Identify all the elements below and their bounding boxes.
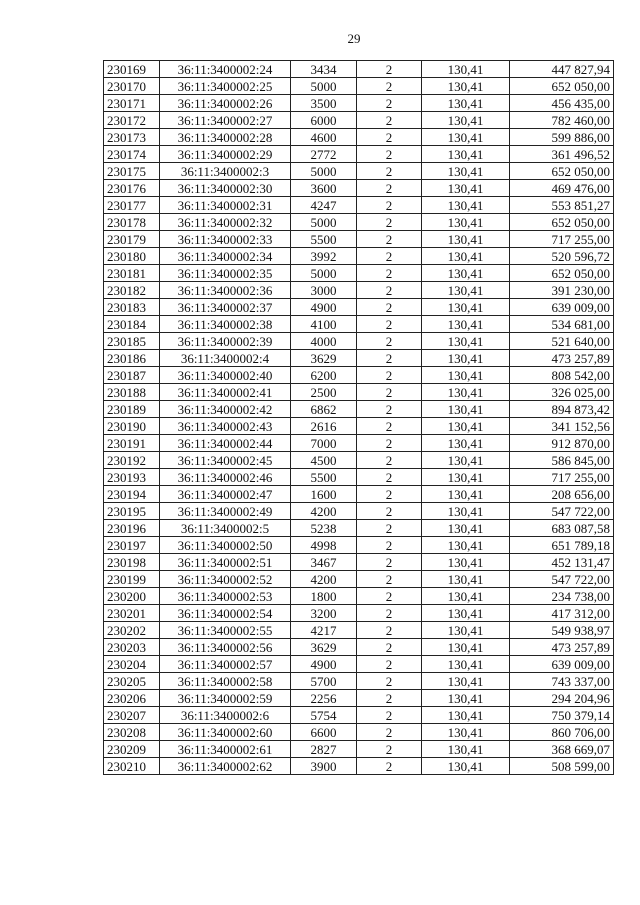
table-row: [104, 333, 614, 350]
category-cell: 2: [357, 673, 422, 690]
category-cell: 2: [357, 639, 422, 656]
amount-cell: 469 476,00: [510, 180, 614, 197]
rate-cell: 130,41: [422, 486, 510, 503]
amount-cell: 417 312,00: [510, 605, 614, 622]
amount-cell: 652 050,00: [510, 163, 614, 180]
area-cell: 3000: [291, 282, 357, 299]
amount-cell: 683 087,58: [510, 520, 614, 537]
amount-cell: 508 599,00: [510, 758, 614, 775]
rate-cell: 130,41: [422, 520, 510, 537]
area-cell: 6600: [291, 724, 357, 741]
amount-cell: 639 009,00: [510, 299, 614, 316]
record-id-cell: 230178: [104, 214, 160, 231]
table-row: [104, 452, 614, 469]
table-row: [104, 486, 614, 503]
category-cell: 2: [357, 741, 422, 758]
cadastral-number-cell: 36:11:3400002:35: [160, 265, 291, 282]
rate-cell: 130,41: [422, 231, 510, 248]
record-id-cell: 230199: [104, 571, 160, 588]
amount-cell: 743 337,00: [510, 673, 614, 690]
area-cell: 2827: [291, 741, 357, 758]
cadastral-number-cell: 36:11:3400002:27: [160, 112, 291, 129]
amount-cell: 651 789,18: [510, 537, 614, 554]
table-row: [104, 503, 614, 520]
category-cell: 2: [357, 350, 422, 367]
record-id-cell: 230193: [104, 469, 160, 486]
category-cell: 2: [357, 95, 422, 112]
record-id-cell: 230198: [104, 554, 160, 571]
record-id-cell: 230177: [104, 197, 160, 214]
area-cell: 3434: [291, 61, 357, 78]
cadastral-number-cell: 36:11:3400002:52: [160, 571, 291, 588]
area-cell: 5500: [291, 231, 357, 248]
amount-cell: 717 255,00: [510, 469, 614, 486]
record-id-cell: 230185: [104, 333, 160, 350]
amount-cell: 553 851,27: [510, 197, 614, 214]
cadastral-number-cell: 36:11:3400002:53: [160, 588, 291, 605]
rate-cell: 130,41: [422, 537, 510, 554]
table-row: [104, 95, 614, 112]
cadastral-number-cell: 36:11:3400002:24: [160, 61, 291, 78]
table-row: [104, 571, 614, 588]
area-cell: 5754: [291, 707, 357, 724]
rate-cell: 130,41: [422, 61, 510, 78]
cadastral-number-cell: 36:11:3400002:6: [160, 707, 291, 724]
cadastral-number-cell: 36:11:3400002:37: [160, 299, 291, 316]
category-cell: 2: [357, 758, 422, 775]
area-cell: 2772: [291, 146, 357, 163]
table-row: [104, 129, 614, 146]
cadastral-number-cell: 36:11:3400002:36: [160, 282, 291, 299]
rate-cell: 130,41: [422, 265, 510, 282]
record-id-cell: 230180: [104, 248, 160, 265]
amount-cell: 639 009,00: [510, 656, 614, 673]
rate-cell: 130,41: [422, 435, 510, 452]
record-id-cell: 230191: [104, 435, 160, 452]
rate-cell: 130,41: [422, 639, 510, 656]
cadastral-number-cell: 36:11:3400002:62: [160, 758, 291, 775]
category-cell: 2: [357, 265, 422, 282]
area-cell: 6862: [291, 401, 357, 418]
table-row: [104, 384, 614, 401]
rate-cell: 130,41: [422, 129, 510, 146]
table-row: [104, 350, 614, 367]
cadastral-number-cell: 36:11:3400002:34: [160, 248, 291, 265]
amount-cell: 361 496,52: [510, 146, 614, 163]
area-cell: 4900: [291, 299, 357, 316]
area-cell: 4900: [291, 656, 357, 673]
rate-cell: 130,41: [422, 656, 510, 673]
table-row: [104, 554, 614, 571]
table-row: [104, 690, 614, 707]
table-row: [104, 316, 614, 333]
amount-cell: 599 886,00: [510, 129, 614, 146]
amount-cell: 750 379,14: [510, 707, 614, 724]
area-cell: 3600: [291, 180, 357, 197]
cadastral-number-cell: 36:11:3400002:32: [160, 214, 291, 231]
record-id-cell: 230174: [104, 146, 160, 163]
cadastral-number-cell: 36:11:3400002:41: [160, 384, 291, 401]
table-row: [104, 197, 614, 214]
area-cell: 3900: [291, 758, 357, 775]
table-row: [104, 401, 614, 418]
rate-cell: 130,41: [422, 469, 510, 486]
rate-cell: 130,41: [422, 282, 510, 299]
amount-cell: 473 257,89: [510, 639, 614, 656]
area-cell: 5000: [291, 78, 357, 95]
table-row: [104, 180, 614, 197]
amount-cell: 534 681,00: [510, 316, 614, 333]
area-cell: 5238: [291, 520, 357, 537]
rate-cell: 130,41: [422, 503, 510, 520]
cadastral-number-cell: 36:11:3400002:44: [160, 435, 291, 452]
area-cell: 6200: [291, 367, 357, 384]
record-id-cell: 230205: [104, 673, 160, 690]
rate-cell: 130,41: [422, 78, 510, 95]
category-cell: 2: [357, 520, 422, 537]
category-cell: 2: [357, 605, 422, 622]
rate-cell: 130,41: [422, 452, 510, 469]
amount-cell: 521 640,00: [510, 333, 614, 350]
record-id-cell: 230201: [104, 605, 160, 622]
table-row: [104, 299, 614, 316]
category-cell: 2: [357, 214, 422, 231]
rate-cell: 130,41: [422, 401, 510, 418]
category-cell: 2: [357, 61, 422, 78]
amount-cell: 391 230,00: [510, 282, 614, 299]
amount-cell: 549 938,97: [510, 622, 614, 639]
rate-cell: 130,41: [422, 197, 510, 214]
amount-cell: 547 722,00: [510, 571, 614, 588]
category-cell: 2: [357, 333, 422, 350]
table-row: [104, 214, 614, 231]
category-cell: 2: [357, 197, 422, 214]
table-row: [104, 758, 614, 775]
record-id-cell: 230207: [104, 707, 160, 724]
table-row: [104, 605, 614, 622]
amount-cell: 652 050,00: [510, 265, 614, 282]
area-cell: 2256: [291, 690, 357, 707]
category-cell: 2: [357, 724, 422, 741]
page-number: 29: [347, 31, 361, 46]
table-body: [104, 61, 614, 775]
record-id-cell: 230206: [104, 690, 160, 707]
record-id-cell: 230190: [104, 418, 160, 435]
table-row: [104, 673, 614, 690]
area-cell: 3629: [291, 639, 357, 656]
rate-cell: 130,41: [422, 554, 510, 571]
record-id-cell: 230195: [104, 503, 160, 520]
area-cell: 4247: [291, 197, 357, 214]
area-cell: 5000: [291, 265, 357, 282]
record-id-cell: 230173: [104, 129, 160, 146]
cadastral-number-cell: 36:11:3400002:61: [160, 741, 291, 758]
cadastral-number-cell: 36:11:3400002:57: [160, 656, 291, 673]
table-row: [104, 622, 614, 639]
record-id-cell: 230209: [104, 741, 160, 758]
record-id-cell: 230197: [104, 537, 160, 554]
area-cell: 6000: [291, 112, 357, 129]
amount-cell: 520 596,72: [510, 248, 614, 265]
cadastral-number-cell: 36:11:3400002:30: [160, 180, 291, 197]
amount-cell: 586 845,00: [510, 452, 614, 469]
cadastral-number-cell: 36:11:3400002:33: [160, 231, 291, 248]
record-id-cell: 230188: [104, 384, 160, 401]
area-cell: 7000: [291, 435, 357, 452]
cadastral-number-cell: 36:11:3400002:5: [160, 520, 291, 537]
cadastral-number-cell: 36:11:3400002:58: [160, 673, 291, 690]
cadastral-number-cell: 36:11:3400002:47: [160, 486, 291, 503]
category-cell: 2: [357, 367, 422, 384]
category-cell: 2: [357, 163, 422, 180]
cadastral-number-cell: 36:11:3400002:28: [160, 129, 291, 146]
amount-cell: 860 706,00: [510, 724, 614, 741]
amount-cell: 452 131,47: [510, 554, 614, 571]
table-row: [104, 520, 614, 537]
rate-cell: 130,41: [422, 316, 510, 333]
amount-cell: 894 873,42: [510, 401, 614, 418]
record-id-cell: 230176: [104, 180, 160, 197]
record-id-cell: 230208: [104, 724, 160, 741]
rate-cell: 130,41: [422, 741, 510, 758]
rate-cell: 130,41: [422, 333, 510, 350]
table-row: [104, 707, 614, 724]
record-id-cell: 230204: [104, 656, 160, 673]
category-cell: 2: [357, 486, 422, 503]
cadastral-number-cell: 36:11:3400002:60: [160, 724, 291, 741]
record-id-cell: 230175: [104, 163, 160, 180]
rate-cell: 130,41: [422, 95, 510, 112]
rate-cell: 130,41: [422, 384, 510, 401]
amount-cell: 456 435,00: [510, 95, 614, 112]
area-cell: 4000: [291, 333, 357, 350]
category-cell: 2: [357, 452, 422, 469]
record-id-cell: 230181: [104, 265, 160, 282]
rate-cell: 130,41: [422, 571, 510, 588]
category-cell: 2: [357, 418, 422, 435]
table-row: [104, 61, 614, 78]
area-cell: 3467: [291, 554, 357, 571]
area-cell: 4200: [291, 503, 357, 520]
record-id-cell: 230210: [104, 758, 160, 775]
table-row: [104, 469, 614, 486]
category-cell: 2: [357, 435, 422, 452]
cadastral-number-cell: 36:11:3400002:46: [160, 469, 291, 486]
amount-cell: 341 152,56: [510, 418, 614, 435]
record-id-cell: 230194: [104, 486, 160, 503]
cadastral-number-cell: 36:11:3400002:49: [160, 503, 291, 520]
record-id-cell: 230182: [104, 282, 160, 299]
record-id-cell: 230196: [104, 520, 160, 537]
area-cell: 4998: [291, 537, 357, 554]
record-id-cell: 230187: [104, 367, 160, 384]
table-row: [104, 435, 614, 452]
table-row: [104, 248, 614, 265]
table-row: [104, 231, 614, 248]
rate-cell: 130,41: [422, 673, 510, 690]
amount-cell: 234 738,00: [510, 588, 614, 605]
land-plot-table: [103, 60, 614, 775]
record-id-cell: 230179: [104, 231, 160, 248]
rate-cell: 130,41: [422, 214, 510, 231]
category-cell: 2: [357, 401, 422, 418]
amount-cell: 368 669,07: [510, 741, 614, 758]
record-id-cell: 230183: [104, 299, 160, 316]
area-cell: 4100: [291, 316, 357, 333]
rate-cell: 130,41: [422, 588, 510, 605]
rate-cell: 130,41: [422, 690, 510, 707]
cadastral-number-cell: 36:11:3400002:25: [160, 78, 291, 95]
area-cell: 5000: [291, 163, 357, 180]
rate-cell: 130,41: [422, 248, 510, 265]
record-id-cell: 230202: [104, 622, 160, 639]
record-id-cell: 230169: [104, 61, 160, 78]
cadastral-number-cell: 36:11:3400002:29: [160, 146, 291, 163]
rate-cell: 130,41: [422, 367, 510, 384]
record-id-cell: 230200: [104, 588, 160, 605]
table-row: [104, 588, 614, 605]
table-row: [104, 537, 614, 554]
area-cell: 4217: [291, 622, 357, 639]
area-cell: 3200: [291, 605, 357, 622]
rate-cell: 130,41: [422, 146, 510, 163]
table-row: [104, 265, 614, 282]
record-id-cell: 230189: [104, 401, 160, 418]
rate-cell: 130,41: [422, 724, 510, 741]
category-cell: 2: [357, 656, 422, 673]
category-cell: 2: [357, 690, 422, 707]
area-cell: 4500: [291, 452, 357, 469]
rate-cell: 130,41: [422, 163, 510, 180]
amount-cell: 547 722,00: [510, 503, 614, 520]
category-cell: 2: [357, 588, 422, 605]
amount-cell: 652 050,00: [510, 78, 614, 95]
category-cell: 2: [357, 180, 422, 197]
cadastral-number-cell: 36:11:3400002:45: [160, 452, 291, 469]
category-cell: 2: [357, 129, 422, 146]
area-cell: 1600: [291, 486, 357, 503]
amount-cell: 294 204,96: [510, 690, 614, 707]
table-row: [104, 418, 614, 435]
area-cell: 1800: [291, 588, 357, 605]
rate-cell: 130,41: [422, 605, 510, 622]
rate-cell: 130,41: [422, 707, 510, 724]
cadastral-number-cell: 36:11:3400002:55: [160, 622, 291, 639]
area-cell: 2616: [291, 418, 357, 435]
cadastral-number-cell: 36:11:3400002:43: [160, 418, 291, 435]
area-cell: 5000: [291, 214, 357, 231]
amount-cell: 326 025,00: [510, 384, 614, 401]
area-cell: 5700: [291, 673, 357, 690]
cadastral-number-cell: 36:11:3400002:42: [160, 401, 291, 418]
cadastral-number-cell: 36:11:3400002:31: [160, 197, 291, 214]
cadastral-number-cell: 36:11:3400002:26: [160, 95, 291, 112]
cadastral-number-cell: 36:11:3400002:3: [160, 163, 291, 180]
record-id-cell: 230192: [104, 452, 160, 469]
category-cell: 2: [357, 231, 422, 248]
amount-cell: 447 827,94: [510, 61, 614, 78]
cadastral-number-cell: 36:11:3400002:54: [160, 605, 291, 622]
rate-cell: 130,41: [422, 299, 510, 316]
category-cell: 2: [357, 622, 422, 639]
cadastral-number-cell: 36:11:3400002:51: [160, 554, 291, 571]
amount-cell: 912 870,00: [510, 435, 614, 452]
table-row: [104, 112, 614, 129]
amount-cell: 782 460,00: [510, 112, 614, 129]
record-id-cell: 230170: [104, 78, 160, 95]
cadastral-number-cell: 36:11:3400002:59: [160, 690, 291, 707]
area-cell: 4600: [291, 129, 357, 146]
category-cell: 2: [357, 248, 422, 265]
category-cell: 2: [357, 469, 422, 486]
cadastral-number-cell: 36:11:3400002:39: [160, 333, 291, 350]
cadastral-number-cell: 36:11:3400002:40: [160, 367, 291, 384]
rate-cell: 130,41: [422, 622, 510, 639]
rate-cell: 130,41: [422, 180, 510, 197]
record-id-cell: 230171: [104, 95, 160, 112]
amount-cell: 808 542,00: [510, 367, 614, 384]
category-cell: 2: [357, 146, 422, 163]
record-id-cell: 230184: [104, 316, 160, 333]
rate-cell: 130,41: [422, 112, 510, 129]
table-row: [104, 282, 614, 299]
amount-cell: 208 656,00: [510, 486, 614, 503]
area-cell: 3629: [291, 350, 357, 367]
category-cell: 2: [357, 537, 422, 554]
area-cell: 2500: [291, 384, 357, 401]
category-cell: 2: [357, 384, 422, 401]
amount-cell: 652 050,00: [510, 214, 614, 231]
cadastral-number-cell: 36:11:3400002:38: [160, 316, 291, 333]
table-row: [104, 78, 614, 95]
record-id-cell: 230186: [104, 350, 160, 367]
table-row: [104, 146, 614, 163]
area-cell: 3500: [291, 95, 357, 112]
category-cell: 2: [357, 707, 422, 724]
category-cell: 2: [357, 503, 422, 520]
category-cell: 2: [357, 316, 422, 333]
table-row: [104, 639, 614, 656]
table-row: [104, 163, 614, 180]
area-cell: 5500: [291, 469, 357, 486]
cadastral-number-cell: 36:11:3400002:56: [160, 639, 291, 656]
cadastral-number-cell: 36:11:3400002:50: [160, 537, 291, 554]
amount-cell: 717 255,00: [510, 231, 614, 248]
cadastral-number-cell: 36:11:3400002:4: [160, 350, 291, 367]
area-cell: 3992: [291, 248, 357, 265]
category-cell: 2: [357, 571, 422, 588]
category-cell: 2: [357, 282, 422, 299]
category-cell: 2: [357, 554, 422, 571]
table-row: [104, 367, 614, 384]
rate-cell: 130,41: [422, 350, 510, 367]
category-cell: 2: [357, 112, 422, 129]
rate-cell: 130,41: [422, 418, 510, 435]
area-cell: 4200: [291, 571, 357, 588]
table-row: [104, 724, 614, 741]
category-cell: 2: [357, 78, 422, 95]
rate-cell: 130,41: [422, 758, 510, 775]
table-row: [104, 741, 614, 758]
record-id-cell: 230172: [104, 112, 160, 129]
amount-cell: 473 257,89: [510, 350, 614, 367]
table-row: [104, 656, 614, 673]
category-cell: 2: [357, 299, 422, 316]
record-id-cell: 230203: [104, 639, 160, 656]
